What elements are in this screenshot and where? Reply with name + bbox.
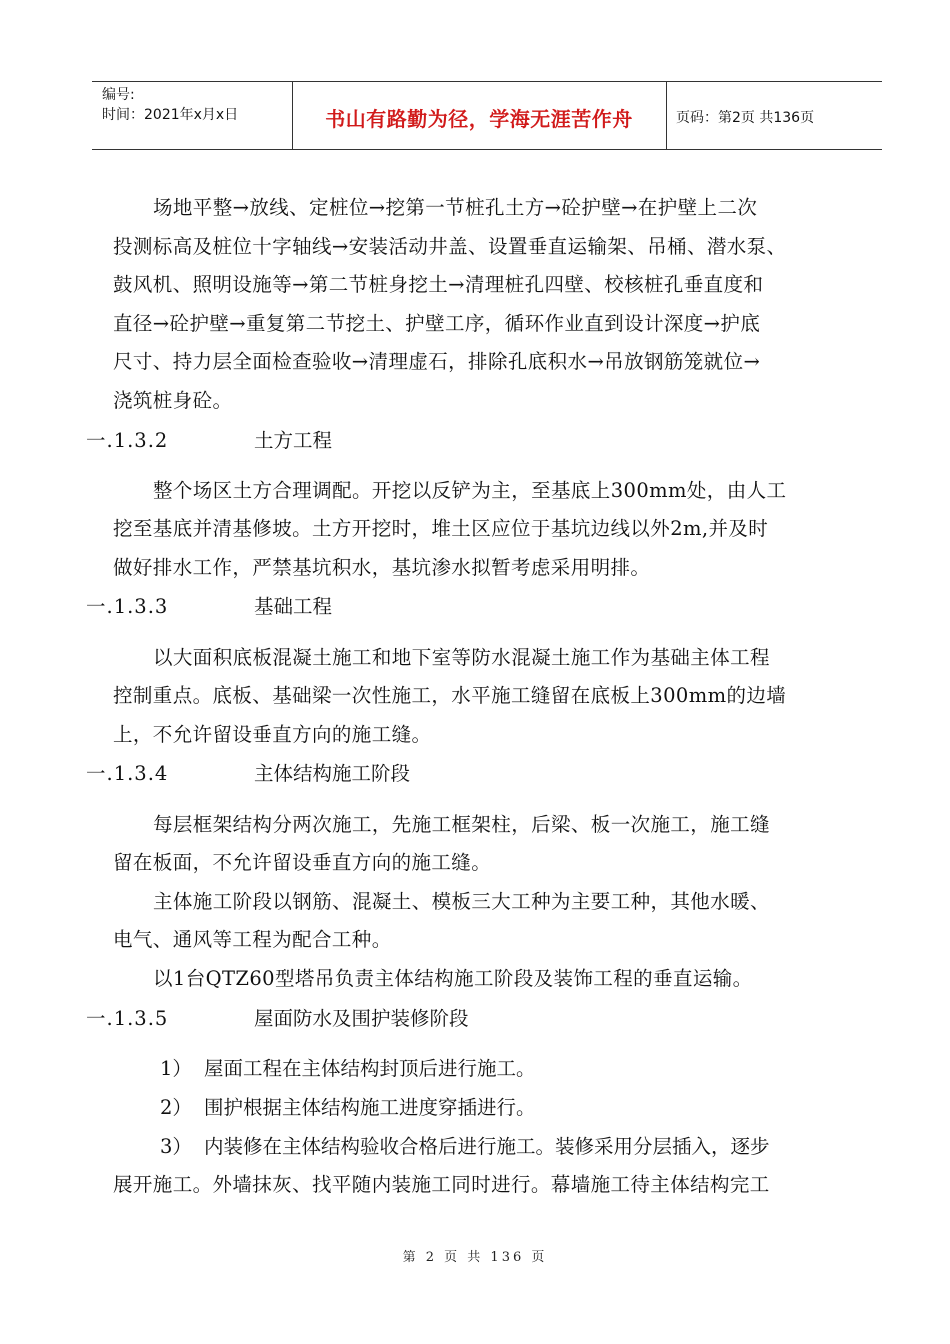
header-motto: 书山有路勤为径，学海无涯苦作舟: [325, 107, 633, 131]
text-line: 投测标高及桩位十字轴线→安装活动井盖、设置垂直运输架、吊桶、潜水泵、: [113, 235, 787, 258]
text-line: 浇筑桩身砼。: [113, 389, 233, 412]
header-page-number: 页码：第2页 共136页: [676, 110, 815, 126]
text-line: 尺寸、持力层全面检查验收→清理虚石，排除孔底积水→吊放钢筋笼就位→: [113, 350, 761, 373]
section-heading: [86, 759, 410, 789]
header-divider-2: [666, 81, 667, 149]
text-line: 上，不允许留设垂直方向的施工缝。: [113, 723, 432, 746]
text-line: 做好排水工作，严禁基坑积水，基坑渗水拟暂考虑采用明排。: [113, 556, 651, 579]
section-number: 一.1.3.3: [86, 595, 169, 618]
section-title: 基础工程: [254, 595, 333, 618]
section-heading: [86, 592, 332, 622]
list-item-number: 3）: [160, 1135, 192, 1158]
section-number: 一.1.3.4: [86, 762, 169, 785]
section-title: 主体结构施工阶段: [254, 762, 411, 785]
list-item: [160, 1089, 865, 1128]
doc-time-label: 时间：2021年x月x日: [102, 107, 239, 123]
list-item-text: 围护根据主体结构施工进度穿插进行。: [204, 1096, 536, 1119]
text-line: 每层框架结构分两次施工，先施工框架柱，后梁、板一次施工，施工缝: [153, 813, 770, 836]
page-footer: 第 2 页 共 136 页: [402, 1250, 548, 1265]
header-top-rule: [92, 81, 882, 82]
section-title: 土方工程: [254, 429, 333, 452]
text-line: 整个场区土方合理调配。开挖以反铲为主，至基底上300mm处，由人工: [153, 479, 787, 502]
text-line: 挖至基底并清基修坡。土方开挖时，堆土区应位于基坑边线以外2m,并及时: [113, 517, 769, 540]
header-bottom-rule: [92, 149, 882, 150]
section-number: 一.1.3.5: [86, 1007, 169, 1030]
list-item-text: 内装修在主体结构验收合格后进行施工。装修采用分层插入，逐步: [204, 1135, 770, 1158]
text-line: 控制重点。底板、基础梁一次性施工，水平施工缝留在底板上300mm的边墙: [113, 684, 787, 707]
text-line: 鼓风机、照明设施等→第二节桩身挖土→清理桩孔四壁、校核桩孔垂直度和: [113, 273, 764, 296]
text-line: 主体施工阶段以钢筋、混凝土、模板三大工种为主要工种，其他水暖、: [153, 890, 770, 913]
list-item-number: 1）: [160, 1057, 192, 1080]
list-item-number: 2）: [160, 1096, 192, 1119]
doc-number-label: 编号:: [102, 87, 135, 103]
list-item-text: 屋面工程在主体结构封顶后进行施工。: [204, 1057, 536, 1080]
text-line: 直径→砼护壁→重复第二节挖土、护壁工序，循环作业直到设计深度→护底: [113, 312, 761, 335]
section-heading: [86, 426, 332, 456]
header-divider-1: [292, 81, 293, 149]
list-item: [160, 1050, 865, 1089]
text-line: 场地平整→放线、定桩位→挖第一节桩孔土方→砼护壁→在护壁上二次: [153, 196, 758, 219]
section-number: 一.1.3.2: [86, 429, 169, 452]
section-heading: [86, 1004, 469, 1034]
text-line: 以1台QTZ60型塔吊负责主体结构施工阶段及装饰工程的垂直运输。: [153, 967, 753, 990]
header-info: [102, 85, 238, 125]
text-line: 以大面积底板混凝土施工和地下室等防水混凝土施工作为基础主体工程: [153, 646, 770, 669]
text-line: 展开施工。外墙抹灰、找平随内装施工同时进行。幕墙施工待主体结构完工: [113, 1173, 770, 1196]
section-title: 屋面防水及围护装修阶段: [254, 1007, 469, 1030]
text-line: 电气、通风等工程为配合工种。: [113, 928, 392, 951]
text-line: 留在板面，不允许留设垂直方向的施工缝。: [113, 851, 492, 874]
paragraph-process: [113, 189, 865, 228]
list-item: [160, 1128, 865, 1167]
